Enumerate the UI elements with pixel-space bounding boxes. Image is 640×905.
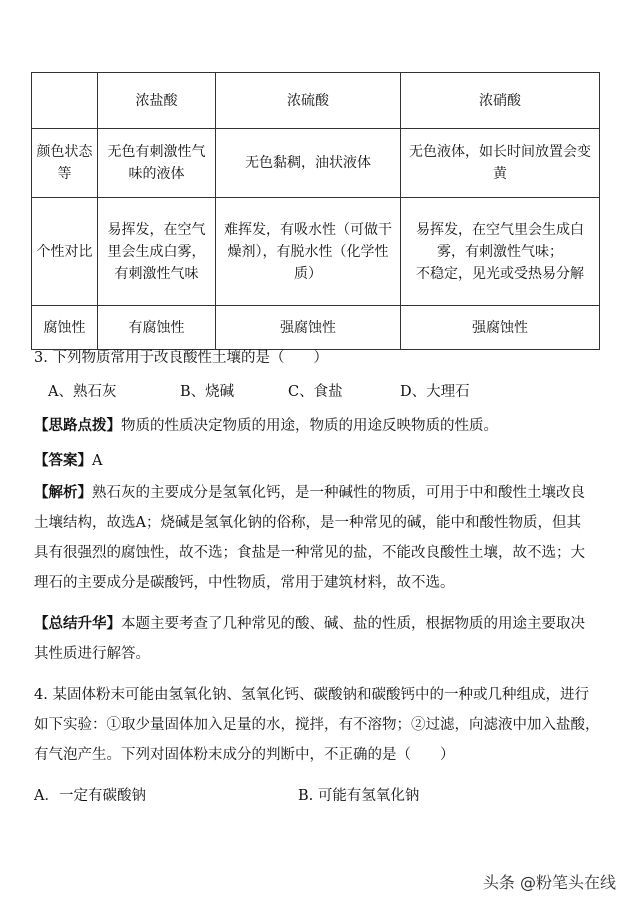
table-header-row [32, 73, 600, 129]
hint-text: 物质的性质决定物质的用途，物质的用途反映物质的性质。 [121, 418, 498, 434]
summary-tag: 【总结升华】 [34, 615, 121, 632]
q3-answer [34, 451, 604, 471]
table-cell: 易挥发，在空气 里会生成白雾， 有刺激性气味 [98, 198, 216, 306]
table-cell: 强腐蚀性 [216, 306, 401, 350]
header-hno3: 浓硝酸 [401, 73, 600, 129]
q3-analysis: 【解析】熟石灰的主要成分是氢氧化钙，是一种碱性的物质，可用于中和酸性土壤改良 土壤结构，故选A；烧碱是氢氧化钠的俗称，是一种常见的碱，能中和酸性物质，但其 具有很强烈的腐蚀性，故不选；食盐是一种常见的盐，不能改良酸性土壤，故不选；大 理石的主要成分是碳酸钙，中性物质，常用于建筑材料，故不选。 [34, 484, 585, 591]
acid-comparison-table [31, 72, 600, 350]
table-cell: 无色液体，如长时间放置会变 黄 [401, 129, 600, 198]
table-row [32, 198, 600, 306]
analysis-tag: 【解析】 [34, 484, 92, 501]
q3-option-b: B、烧碱 [180, 384, 235, 400]
table-corner-cell [32, 73, 98, 129]
q3-hint [34, 416, 604, 436]
q3-option-a: A、熟石灰 [48, 384, 117, 400]
q4-option-b: B. 可能有氢氧化钠 [298, 788, 420, 804]
table-cell: 无色黏稠，油状液体 [216, 129, 401, 198]
table-cell: 有腐蚀性 [98, 306, 216, 350]
header-h2so4: 浓硫酸 [216, 73, 401, 129]
q4-option-a: A．一定有碳酸钠 [34, 788, 146, 804]
table-row [32, 306, 600, 350]
table-cell: 易挥发，在空气里会生成白 雾，有刺激性气味； 不稳定，见光或受热易分解 [401, 198, 600, 306]
answer-tag: 【答案】 [34, 452, 92, 469]
table-cell: 强腐蚀性 [401, 306, 600, 350]
answer-value: A [92, 453, 103, 469]
header-hcl: 浓盐酸 [98, 73, 216, 129]
table-cell: 难挥发，有吸水性（可做干 燥剂），有脱水性（化学性 质） [216, 198, 401, 306]
question-3: 3. 下列物质常用于改良酸性土壤的是（ ） [34, 350, 328, 366]
q3-option-d: D、大理石 [400, 384, 470, 400]
row-label: 个性对比 [32, 198, 98, 306]
watermark: 头条 @粉笔头在线 [482, 873, 616, 892]
row-label: 颜色状态 等 [32, 129, 98, 198]
row-label: 腐蚀性 [32, 306, 98, 350]
hint-tag: 【思路点拨】 [34, 417, 121, 434]
question-4: 4. 某固体粉末可能由氢氧化钠、氢氧化钙、碳酸钠和碳酸钙中的一种或几种组成，进行 如下实验：①取少量固体加入足量的水，搅拌，有不溶物；②过滤，向滤液中加入盐酸， 有气泡产生。下列对固体粉末成分的判断中，不正确的是（ ） [34, 687, 600, 763]
table-row [32, 129, 600, 198]
q3-summary: 【总结升华】本题主要考查了几种常见的酸、碱、盐的性质，根据物质的用途主要取决 其性质进行解答。 [34, 615, 585, 662]
table-cell: 无色有刺激性气 味的液体 [98, 129, 216, 198]
q3-option-c: C、食盐 [288, 384, 343, 400]
